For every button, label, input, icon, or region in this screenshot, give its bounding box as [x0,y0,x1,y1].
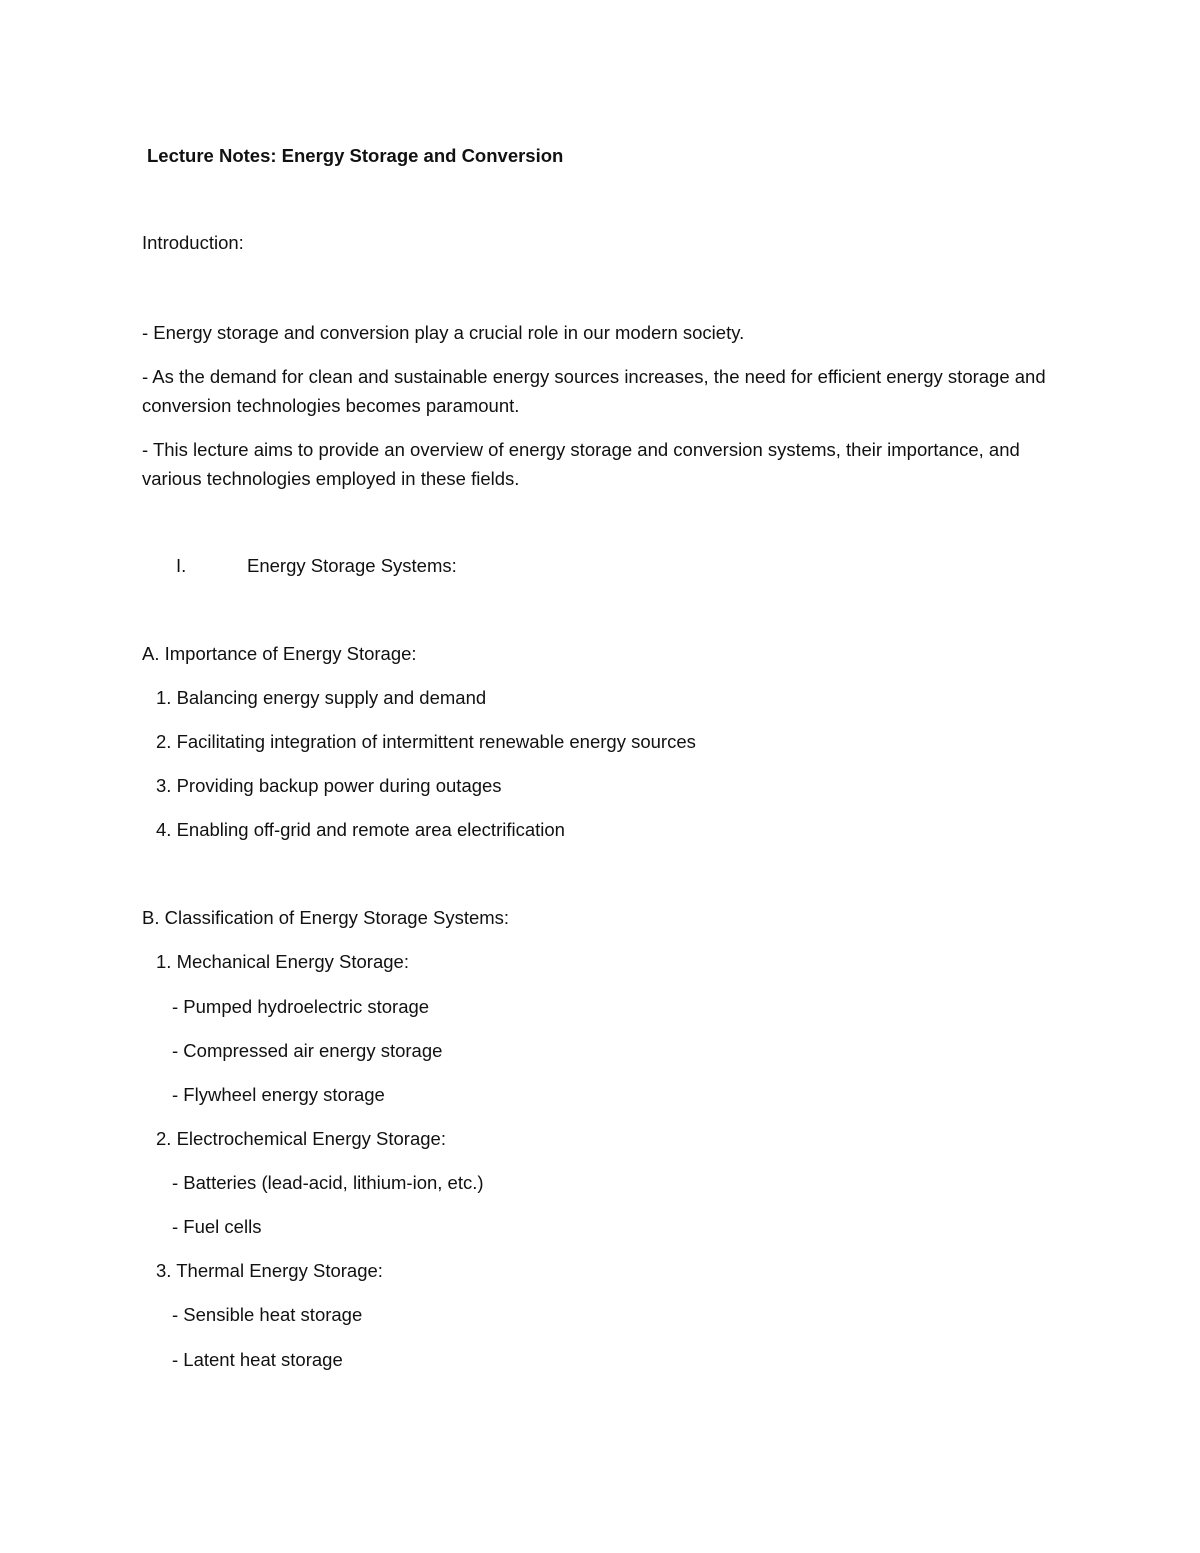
list-item: 4. Enabling off-grid and remote area electrification [156,819,565,840]
group-label: 2. Electrochemical Energy Storage: [156,1128,446,1149]
intro-heading: Introduction: [142,232,244,253]
list-item: - Batteries (lead-acid, lithium-ion, etc.) [172,1172,484,1193]
list-item: - Compressed air energy storage [172,1040,443,1061]
group-label: 3. Thermal Energy Storage: [156,1260,383,1281]
list-item: - Pumped hydroelectric storage [172,996,430,1017]
list-item: 3. Providing backup power during outages [156,775,502,796]
list-item: - Latent heat storage [172,1349,343,1370]
intro-point: - This lecture aims to provide an overview of energy storage and conversion systems, their importance, and various technologies employed in these fields. [142,439,1020,489]
group-label: 1. Mechanical Energy Storage: [156,951,409,972]
list-item: 2. Facilitating integration of intermittent renewable energy sources [156,731,696,752]
section-title: Energy Storage Systems: [247,555,457,576]
subsection-a-heading: A. Importance of Energy Storage: [142,643,417,664]
document-title: Lecture Notes: Energy Storage and Conversion [147,145,564,166]
list-item: - Fuel cells [172,1216,262,1237]
list-item: - Sensible heat storage [172,1304,363,1325]
intro-point: - As the demand for clean and sustainable energy sources increases, the need for efficient energy storage and conversion technologies becomes paramount. [142,366,1046,416]
section-number: I. [176,555,187,576]
list-item: 1. Balancing energy supply and demand [156,687,487,708]
subsection-b-heading: B. Classification of Energy Storage Systems: [142,907,510,928]
list-item: - Flywheel energy storage [172,1084,385,1105]
intro-point: - Energy storage and conversion play a crucial role in our modern society. [142,322,745,343]
